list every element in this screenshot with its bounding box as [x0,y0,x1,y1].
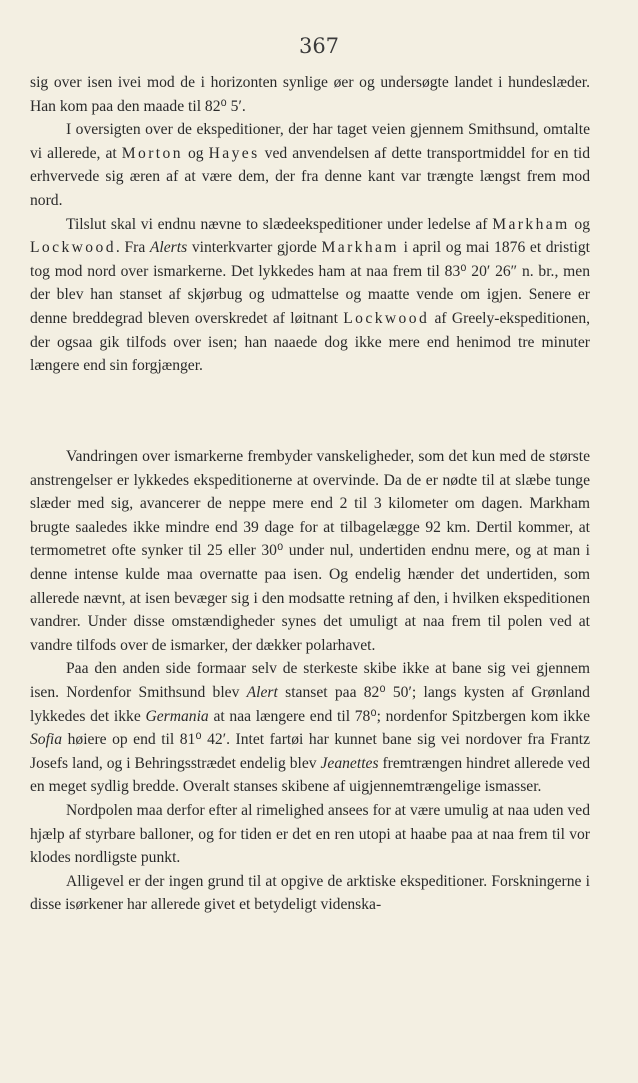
ship-name: Sofia [30,731,63,749]
spaced-name: Morton [121,144,183,162]
paragraph: Vandringen over ismarkerne frembyder vanskeligheder, som det kun med de største anstrengelser er lykkedes ekspeditionerne at overvinde. Da de er nødte til at slæbe tunge slæder med sig, avancerer de neppe mere end 2 til 3 kilometer om dagen. Markham brugte saaledes ikke mindre end 39 dage for at tilbagelægge 92 km. Dertil kommer, at termometret ofte synker til 25 eller 30⁰ under nul, undertiden endnu mere, og at man i denne intense kulde maa overnatte paa isen. Og endelig hænder det undertiden, som allerede nævnt, at isen bevæger sig i den modsatte retning af den, i hvilken ekspeditionen vandrer. Under disse omstændigheder synes det umuligt at naa frem til polen ved at vandre tilfods over de ismarker, der dækker polarhavet. [30,448,590,654]
spaced-name: Lockwood [30,239,116,257]
paragraph: Alligevel er der ingen grund til at opgive de arktiske ekspeditioner. Forskningerne i disse isørkener har allerede givet et betydeligt videnska- [30,872,590,914]
ship-name: Germania [145,707,209,725]
paragraph: Nordpolen maa derfor efter al rimelighed ansees for at være umulig at naa uden ved hjælp af styrbare balloner, og for tiden er det en ren utopi at haabe paa at naa frem til vor klodes nordligste punkt. [30,801,590,867]
ship-name: Alert [246,683,278,701]
text-block-bottom [30,445,590,917]
spaced-name: Markham [321,239,399,257]
spaced-name: Markham [492,215,570,233]
spaced-name: Lockwood [343,309,430,327]
ship-name: Alerts [149,239,188,257]
ship-name: Jeanettes [320,754,379,772]
paragraph: Tilslut skal vi endnu nævne to slædeekspeditioner under ledelse af Markham og Lockwood. Fra Alerts vinterkvarter gjorde Markham i april og mai 1876 et dristigt tog mod nord over ismarkerne. Det lykkedes ham at naa frem til 83⁰ 20′ 26″ n. br., men der blev han stanset af skjørbug og udmattelse og maatte vende om igjen. Senere er denne breddegrad bleven overskredet af løitnant Lockwood af Greely-ekspeditionen, der ogsaa gik tilfods over isen; han naaede dog ikke mere end henimod tre minuter længere end sin forgjænger. [30,215,591,375]
paragraph: sig over isen ivei mod de i horizonten synlige øer og undersøgte landet i hundeslæder. Han kom paa den maade til 82⁰ 5′. [30,74,590,115]
page-number: 367 [298,34,340,58]
spaced-name: Hayes [208,144,260,162]
paragraph: Paa den anden side formaar selv de sterkeste skibe ikke at bane sig vei gjennem isen. Nordenfor Smithsund blev Alert stanset paa 82⁰ 50′; langs kysten af Grønland lykkedes det ikke Germania at naa længere end til 78⁰; nordenfor Spitzbergen kom ikke Sofia høiere op end til 81⁰ 42′. Intet fartøi har kunnet bane sig vei nordover fra Frantz Josefs land, og i Behringsstrædet endelig blev Jeanettes fremtrængen hindret allerede ved en meget sydlig bredde. Overalt stanses skibene af uigjennemtrængelige ismasser. [30,660,591,796]
text-block-top [30,71,590,378]
paragraph: I oversigten over de ekspeditioner, der har taget veien gjennem Smithsund, omtalte vi allerede, at Morton og Hayes ved anvendelsen af dette transportmiddel for en tid erhvervede sig æren af at være dem, der fra denne kant var trængte længst frem mod nord. [30,121,591,209]
